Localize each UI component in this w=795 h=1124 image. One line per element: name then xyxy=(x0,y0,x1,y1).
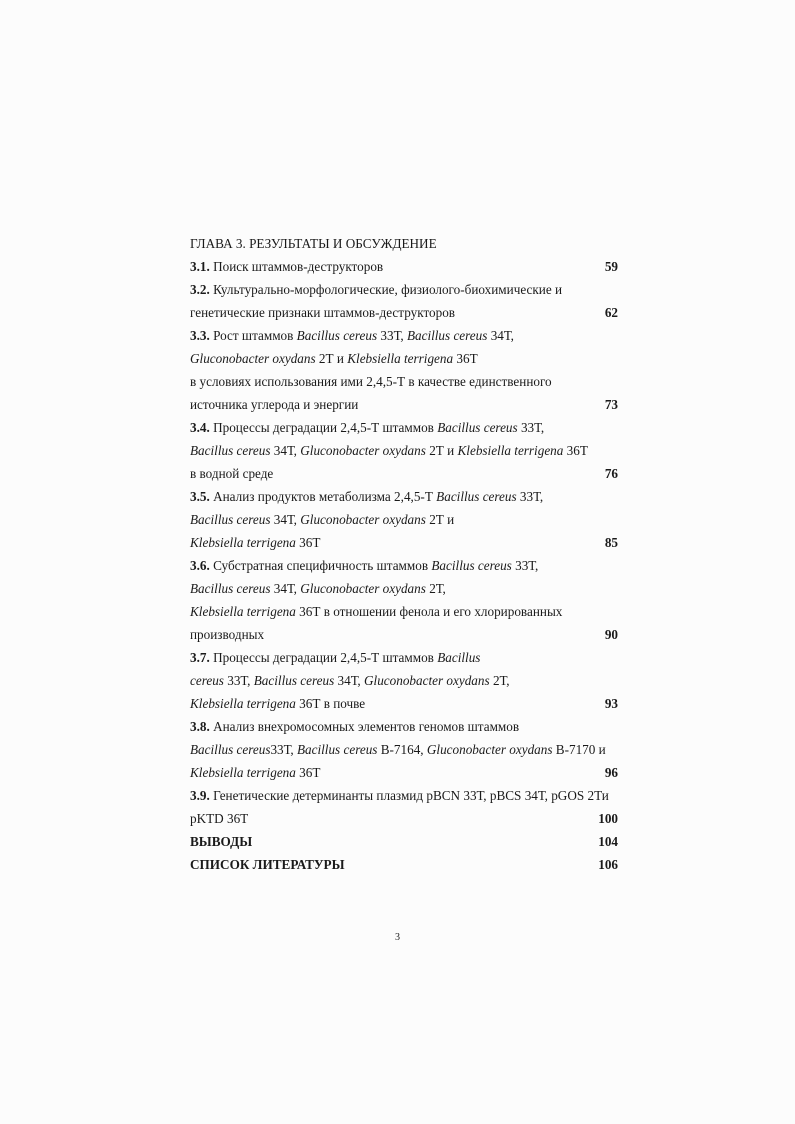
toc-entry-3-9[interactable]: 3.9. Генетические детерминанты плазмид pBCN 33Т, pBCS 34Т, pGOS 2Ти xyxy=(190,788,609,803)
toc-entry-3-3-cont: в условиях использования ими 2,4,5-Т в качестве единственного xyxy=(190,374,552,389)
page-number: 93 xyxy=(604,696,618,711)
toc-entry-3-4-cont: Bacillus cereus 34Т, Gluconobacter oxydans 2Т и Klebsiella terrigena 36Т xyxy=(190,443,588,458)
section-number: 3.4. xyxy=(190,420,210,435)
section-title: Культурально-морфологические, физиолого-биохимические и xyxy=(213,282,563,297)
toc-entry-references[interactable]: СПИСОК ЛИТЕРАТУРЫ 106 xyxy=(190,853,618,876)
chapter-title: ГЛАВА 3. РЕЗУЛЬТАТЫ И ОБСУЖДЕНИЕ xyxy=(190,236,437,251)
toc-entry-3-3-cont: Gluconobacter oxydans 2Т и Klebsiella terrigena 36Т xyxy=(190,351,478,366)
toc-entry-3-5-cont: Klebsiella terrigena 36Т 85 xyxy=(190,531,618,554)
page-number: 59 xyxy=(604,259,618,274)
toc-entry-3-6[interactable]: 3.6. Субстратная специфичность штаммов Bacillus cereus 33Т, xyxy=(190,558,539,573)
toc-entry-3-1[interactable] xyxy=(190,255,618,278)
page-number: 100 xyxy=(598,811,618,826)
toc-entry-3-3[interactable]: 3.3. Рост штаммов Bacillus cereus 33Т, Bacillus cereus 34Т, xyxy=(190,328,514,343)
toc-entry-3-9-cont: pKTD 36Т 100 xyxy=(190,807,618,830)
page-footer-number: 3 xyxy=(395,932,400,943)
page-number: 62 xyxy=(604,305,618,320)
toc-entry-3-5-cont: Bacillus cereus 34Т, Gluconobacter oxydans 2Т и xyxy=(190,512,455,527)
page-number: 90 xyxy=(604,627,618,642)
toc-entry-3-2-cont xyxy=(190,301,618,324)
section-title: Поиск штаммов-деструкторов xyxy=(213,259,384,274)
toc-entry-3-8-cont: Bacillus cereus33Т, Bacillus cereus В-7164, Gluconobacter oxydans В-7170 и xyxy=(190,742,606,757)
section-number: 3.3. xyxy=(190,328,210,343)
page-number: 106 xyxy=(598,857,618,872)
toc-entry-3-7-cont: Klebsiella terrigena 36Т в почве 93 xyxy=(190,692,618,715)
toc-entry-3-7-cont: cereus 33Т, Bacillus cereus 34Т, Gluconobacter oxydans 2Т, xyxy=(190,673,510,688)
toc-entry-3-8[interactable]: 3.8. Анализ внехромосомных элементов геномов штаммов xyxy=(190,719,520,734)
toc-entry-3-4[interactable]: 3.4. Процессы деградации 2,4,5-Т штаммов Bacillus cereus 33Т, xyxy=(190,420,545,435)
page-number: 104 xyxy=(598,834,618,849)
toc-entry-3-4-cont: в водной среде 76 xyxy=(190,462,618,485)
toc-entry-3-2[interactable] xyxy=(190,278,618,301)
section-number: 3.2. xyxy=(190,282,210,297)
section-number: 3.7. xyxy=(190,650,210,665)
toc-entry-3-6-cont: Klebsiella terrigena 36Т в отношении фенола и его хлорированных xyxy=(190,604,563,619)
page-number: 76 xyxy=(604,466,618,481)
toc-entry-3-6-cont: Bacillus cereus 34Т, Gluconobacter oxydans 2Т, xyxy=(190,581,446,596)
section-number: 3.1. xyxy=(190,259,210,274)
toc-entry-3-5[interactable]: 3.5. Анализ продуктов метаболизма 2,4,5-Т Bacillus cereus 33Т, xyxy=(190,489,544,504)
toc-entry-3-8-cont: Klebsiella terrigena 36Т 96 xyxy=(190,761,618,784)
toc-entry-3-3-cont: источника углерода и энергии 73 xyxy=(190,393,618,416)
page-number: 96 xyxy=(604,765,618,780)
toc-entry-conclusions[interactable]: ВЫВОДЫ 104 xyxy=(190,830,618,853)
section-number: 3.6. xyxy=(190,558,210,573)
page-number: 73 xyxy=(604,397,618,412)
section-title-cont: генетические признаки штаммов-деструкторов xyxy=(190,305,456,320)
section-number: 3.9. xyxy=(190,788,210,803)
section-number: 3.5. xyxy=(190,489,210,504)
toc-entry-3-7[interactable]: 3.7. Процессы деградации 2,4,5-Т штаммов Bacillus xyxy=(190,650,481,665)
table-of-contents xyxy=(190,232,618,876)
section-number: 3.8. xyxy=(190,719,210,734)
toc-entry-3-6-cont: производных 90 xyxy=(190,623,618,646)
page-number: 85 xyxy=(604,535,618,550)
